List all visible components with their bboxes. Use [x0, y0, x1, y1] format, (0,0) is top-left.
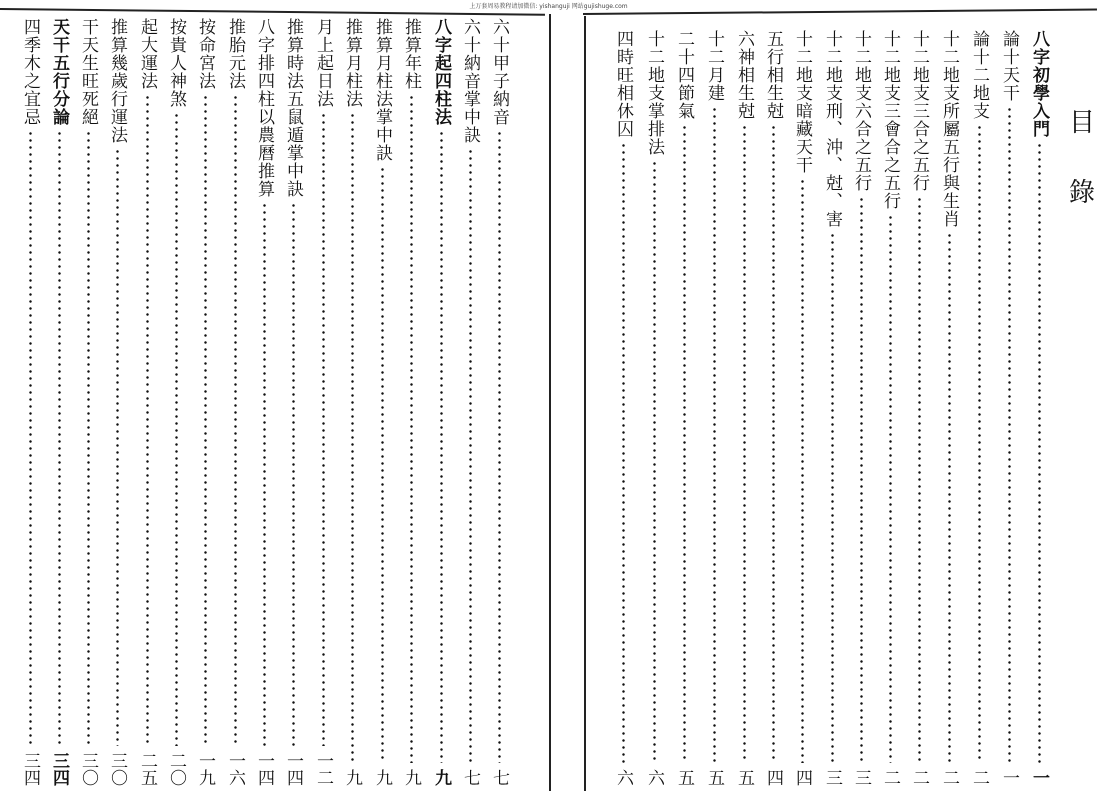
toc-entry-title: 八字排四柱以農曆推算	[254, 18, 274, 198]
leader-dots	[381, 166, 384, 763]
toc-entry-page: 二	[909, 769, 929, 786]
toc-entry-page: 五	[734, 769, 754, 786]
leader-dots	[116, 148, 119, 746]
toc-entry-page: 六	[613, 769, 633, 786]
leader-dots	[978, 124, 981, 763]
toc-entry-title: 十二月建	[704, 30, 724, 102]
toc-entry-page: 二	[880, 769, 900, 786]
leader-dots	[351, 112, 354, 763]
toc-entry-page: 九	[431, 769, 451, 786]
toc-entry	[280, 18, 306, 786]
toc-entry-title: 論十二地支	[969, 30, 989, 120]
toc-entry	[996, 30, 1022, 786]
toc-entry	[671, 30, 697, 786]
toc-entry-title: 推算幾歲行運法	[107, 18, 127, 144]
toc-entry-title: 四時旺相休囚	[613, 30, 633, 138]
toc-entry	[641, 30, 667, 786]
toc-entry	[75, 18, 101, 786]
toc-entry-title: 月上起日法	[313, 18, 333, 108]
toc-heading-mu: 目	[1069, 108, 1096, 138]
toc-entry-title: 十二地支所屬五行與生肖	[939, 30, 959, 228]
toc-entry-title: 推胎元法	[225, 18, 245, 90]
toc-entry	[428, 18, 454, 786]
toc-entry	[701, 30, 727, 786]
leader-dots	[469, 148, 472, 763]
toc-entry-title: 論十天干	[999, 30, 1019, 102]
toc-entry-page: 四	[763, 769, 783, 786]
toc-entry	[46, 18, 72, 786]
toc-entry	[486, 18, 512, 786]
toc-entry-page: 一	[999, 769, 1019, 786]
toc-entry	[848, 30, 874, 786]
toc-entry-title: 五行相生尅	[763, 30, 783, 120]
toc-entry-page: 六	[644, 769, 664, 786]
leader-dots	[622, 142, 625, 763]
leader-dots	[1038, 142, 1041, 763]
toc-entry-title: 八字起四柱法	[431, 18, 451, 126]
toc-entry-title: 二十四節氣	[674, 30, 694, 120]
leader-dots	[713, 106, 716, 763]
toc-entry-page: 五	[674, 769, 694, 786]
toc-entry-title: 六神相生尅	[734, 30, 754, 120]
toc-entry-page: 三	[851, 769, 871, 786]
toc-entry	[192, 18, 218, 786]
toc-entry-title: 干天生旺死絕	[78, 18, 98, 126]
toc-entry	[906, 30, 932, 786]
left-page-right-edge	[549, 14, 551, 791]
leader-dots	[146, 94, 149, 746]
toc-entry-title: 十二地支三會合之五行	[880, 30, 900, 210]
toc-entry-title: 四季木之宜忌	[20, 18, 40, 126]
toc-entry-page: 一四	[254, 752, 274, 786]
toc-entry-page: 二〇	[166, 752, 186, 786]
toc-entry-title: 十二地支三合之五行	[909, 30, 929, 192]
leader-dots	[889, 214, 892, 763]
toc-entry-title: 按貴人神煞	[166, 18, 186, 108]
toc-entry-page: 三〇	[107, 752, 127, 786]
toc-entry	[398, 18, 424, 786]
toc-entry-title: 六十納音掌中訣	[460, 18, 480, 144]
toc-entry-title: 推算月柱法掌中訣	[372, 18, 392, 162]
leader-dots	[410, 94, 413, 763]
leader-dots	[918, 196, 921, 763]
leader-dots	[1008, 106, 1011, 763]
leader-dots	[29, 130, 32, 746]
toc-entry-title: 推算年柱	[401, 18, 421, 90]
toc-entry	[789, 30, 815, 786]
toc-entry-page: 七	[460, 769, 480, 786]
toc-entry-title: 十二地支掌排法	[644, 30, 664, 156]
toc-entry	[877, 30, 903, 786]
toc-entry-title: 推算月柱法	[342, 18, 362, 108]
toc-entry	[251, 18, 277, 786]
toc-entry	[1026, 30, 1052, 786]
toc-entry-page: 九	[372, 769, 392, 786]
toc-entry	[104, 18, 130, 786]
toc-entry-page: 七	[489, 769, 509, 786]
toc-entry-page: 一九	[195, 752, 215, 786]
leader-dots	[683, 124, 686, 763]
toc-entry	[457, 18, 483, 786]
toc-entry-page: 三四	[20, 752, 40, 786]
toc-entry-page: 一二	[313, 752, 333, 786]
toc-entry-title: 八字初學入門	[1029, 30, 1049, 138]
right-page-left-edge	[584, 16, 586, 791]
toc-entry-title: 十二地支暗藏天干	[792, 30, 812, 174]
toc-entry-page: 二	[969, 769, 989, 786]
leader-dots	[772, 124, 775, 763]
toc-entry-page: 二	[939, 769, 959, 786]
toc-entry-page: 九	[401, 769, 421, 786]
leader-dots	[440, 130, 443, 763]
leader-dots	[263, 202, 266, 746]
leader-dots	[831, 232, 834, 763]
toc-entry-title: 起大運法	[137, 18, 157, 90]
toc-entry-title: 六十甲子納音	[489, 18, 509, 126]
toc-entry	[369, 18, 395, 786]
leader-dots	[498, 130, 501, 763]
toc-entry-title: 十二地支六合之五行	[851, 30, 871, 192]
toc-entry	[936, 30, 962, 786]
toc-entry	[731, 30, 757, 786]
toc-entry	[163, 18, 189, 786]
leader-dots	[860, 196, 863, 763]
toc-entry	[17, 18, 43, 786]
toc-entry-page: 三	[822, 769, 842, 786]
leader-dots	[87, 130, 90, 746]
toc-entry-page: 九	[342, 769, 362, 786]
leader-dots	[653, 160, 656, 763]
toc-entry	[310, 18, 336, 786]
toc-entry-title: 按命宮法	[195, 18, 215, 90]
toc-entry-title: 十二地支刑、沖、尅、害	[822, 30, 842, 228]
leader-dots	[204, 94, 207, 746]
toc-entry	[819, 30, 845, 786]
leader-dots	[322, 112, 325, 746]
toc-entry	[339, 18, 365, 786]
toc-entry-page: 三四	[49, 752, 69, 786]
toc-entry	[610, 30, 636, 786]
leader-dots	[948, 232, 951, 763]
leader-dots	[175, 112, 178, 746]
toc-entry-title: 天干五行分論	[49, 18, 69, 126]
leader-dots	[58, 130, 61, 746]
toc-entry-page: 二五	[137, 752, 157, 786]
toc-entry	[134, 18, 160, 786]
leader-dots	[234, 94, 237, 746]
toc-entry	[966, 30, 992, 786]
toc-entry-page: 一四	[283, 752, 303, 786]
leader-dots	[801, 178, 804, 763]
leader-dots	[292, 202, 295, 746]
leader-dots	[743, 124, 746, 763]
toc-entry	[760, 30, 786, 786]
toc-entry-page: 四	[792, 769, 812, 786]
watermark-text: 上万套周易教程请加微信: yishanguji 网站gujishuge.com	[469, 3, 628, 10]
toc-entry-title: 推算時法五鼠遁掌中訣	[283, 18, 303, 198]
toc-entry-page: 一六	[225, 752, 245, 786]
toc-heading-lu: 錄	[1069, 178, 1096, 208]
toc-entry-page: 五	[704, 769, 724, 786]
toc-entry-page: 三〇	[78, 752, 98, 786]
toc-entry	[222, 18, 248, 786]
toc-entry-page: 一	[1029, 769, 1049, 786]
